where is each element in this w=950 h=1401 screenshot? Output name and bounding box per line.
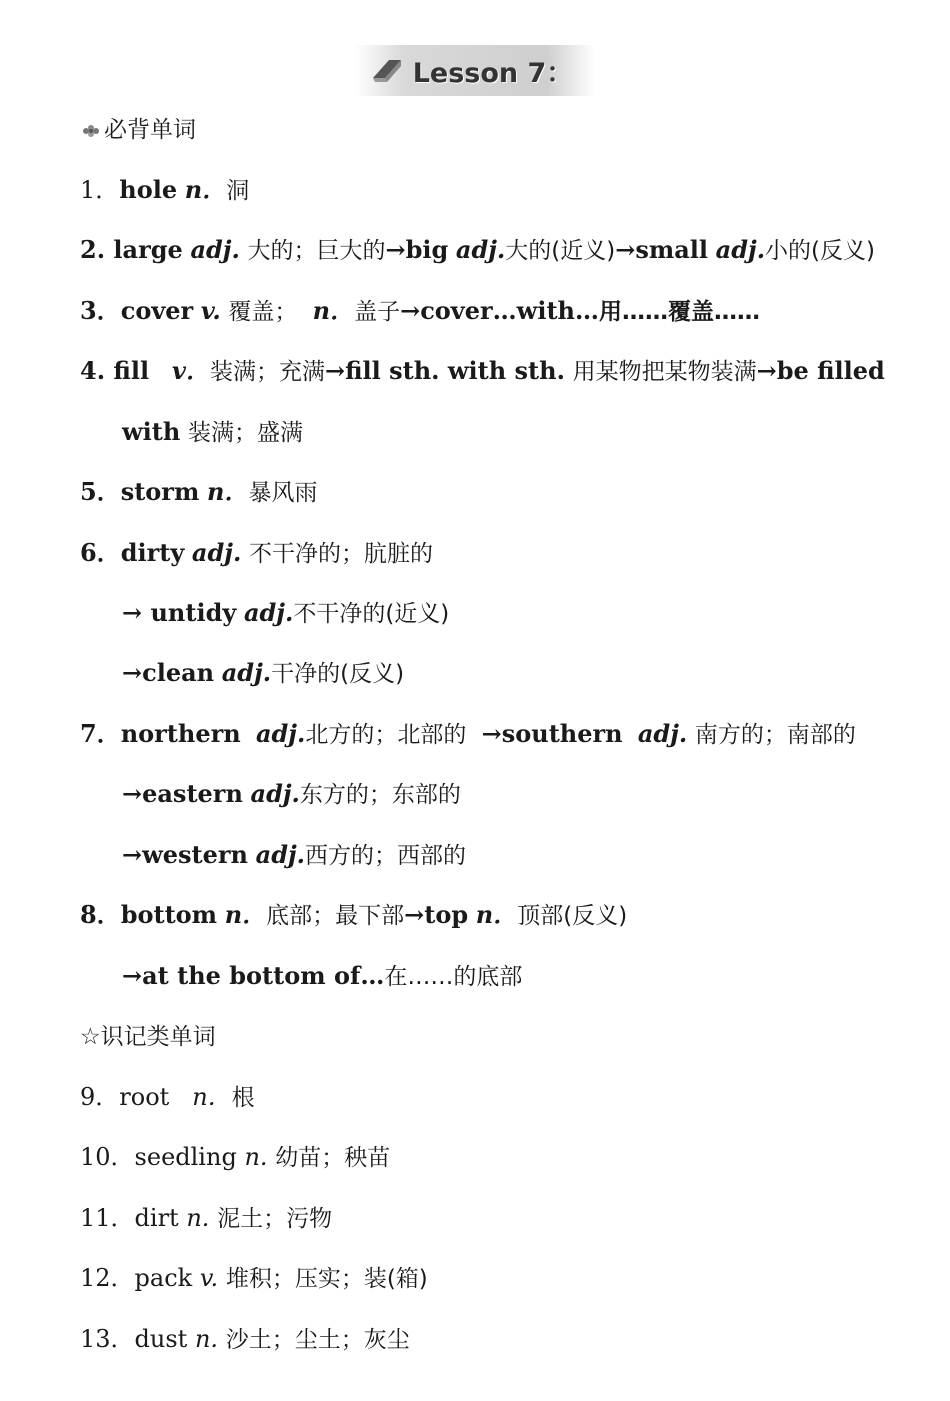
list-item: 9．root n．根 (80, 1083, 255, 1111)
list-item-sub: →clean adj.干净的(反义) (122, 658, 405, 687)
list-item-sub: →at the bottom of…在……的底部 (122, 961, 523, 990)
list-item: 5．storm n．暴风雨 (80, 477, 318, 506)
lesson-title-banner (355, 45, 596, 96)
list-item-continuation: with 装满；盛满 (122, 417, 303, 446)
list-item-sub: →western adj.西方的；西部的 (122, 840, 467, 869)
list-item: 13．dust n. 沙土；尘土；灰尘 (80, 1325, 410, 1353)
flower-icon (80, 123, 102, 139)
list-item: 3．cover v. 覆盖； n．盖子→cover…with…用……覆盖…… (80, 296, 760, 325)
list-item: 11．dirt n. 泥土；污物 (80, 1204, 333, 1232)
lesson-header (0, 40, 950, 100)
list-item: 6．dirty adj. 不干净的；肮脏的 (80, 538, 433, 567)
list-item-sub: → untidy adj.不干净的(近义) (122, 598, 450, 627)
lesson-title: Lesson 7： (412, 57, 574, 89)
list-item: 1．hole n．洞 (80, 175, 250, 204)
book-icon (369, 56, 405, 84)
list-item: 12．pack v. 堆积；压实；装(箱) (80, 1264, 428, 1292)
list-item: 2. large adj. 大的；巨大的→big adj.大的(近义)→small adj.小的(反义) (80, 235, 875, 264)
list-item: 7．northern adj.北方的；北部的 →southern adj. 南方的；南部的 (80, 719, 856, 748)
list-item: 8．bottom n．底部；最下部→top n．顶部(反义) (80, 900, 628, 929)
list-item-sub: →eastern adj.东方的；东部的 (122, 779, 461, 808)
section-heading-must-learn: 必背单词 (80, 114, 196, 145)
section-heading-recognize: ☆识记类单词 (80, 1024, 216, 1050)
list-item: 4. fill v．装满；充满→fill sth. with sth. 用某物把某物装满→be filled (80, 356, 885, 385)
list-item: 10．seedling n. 幼苗；秧苗 (80, 1143, 391, 1171)
